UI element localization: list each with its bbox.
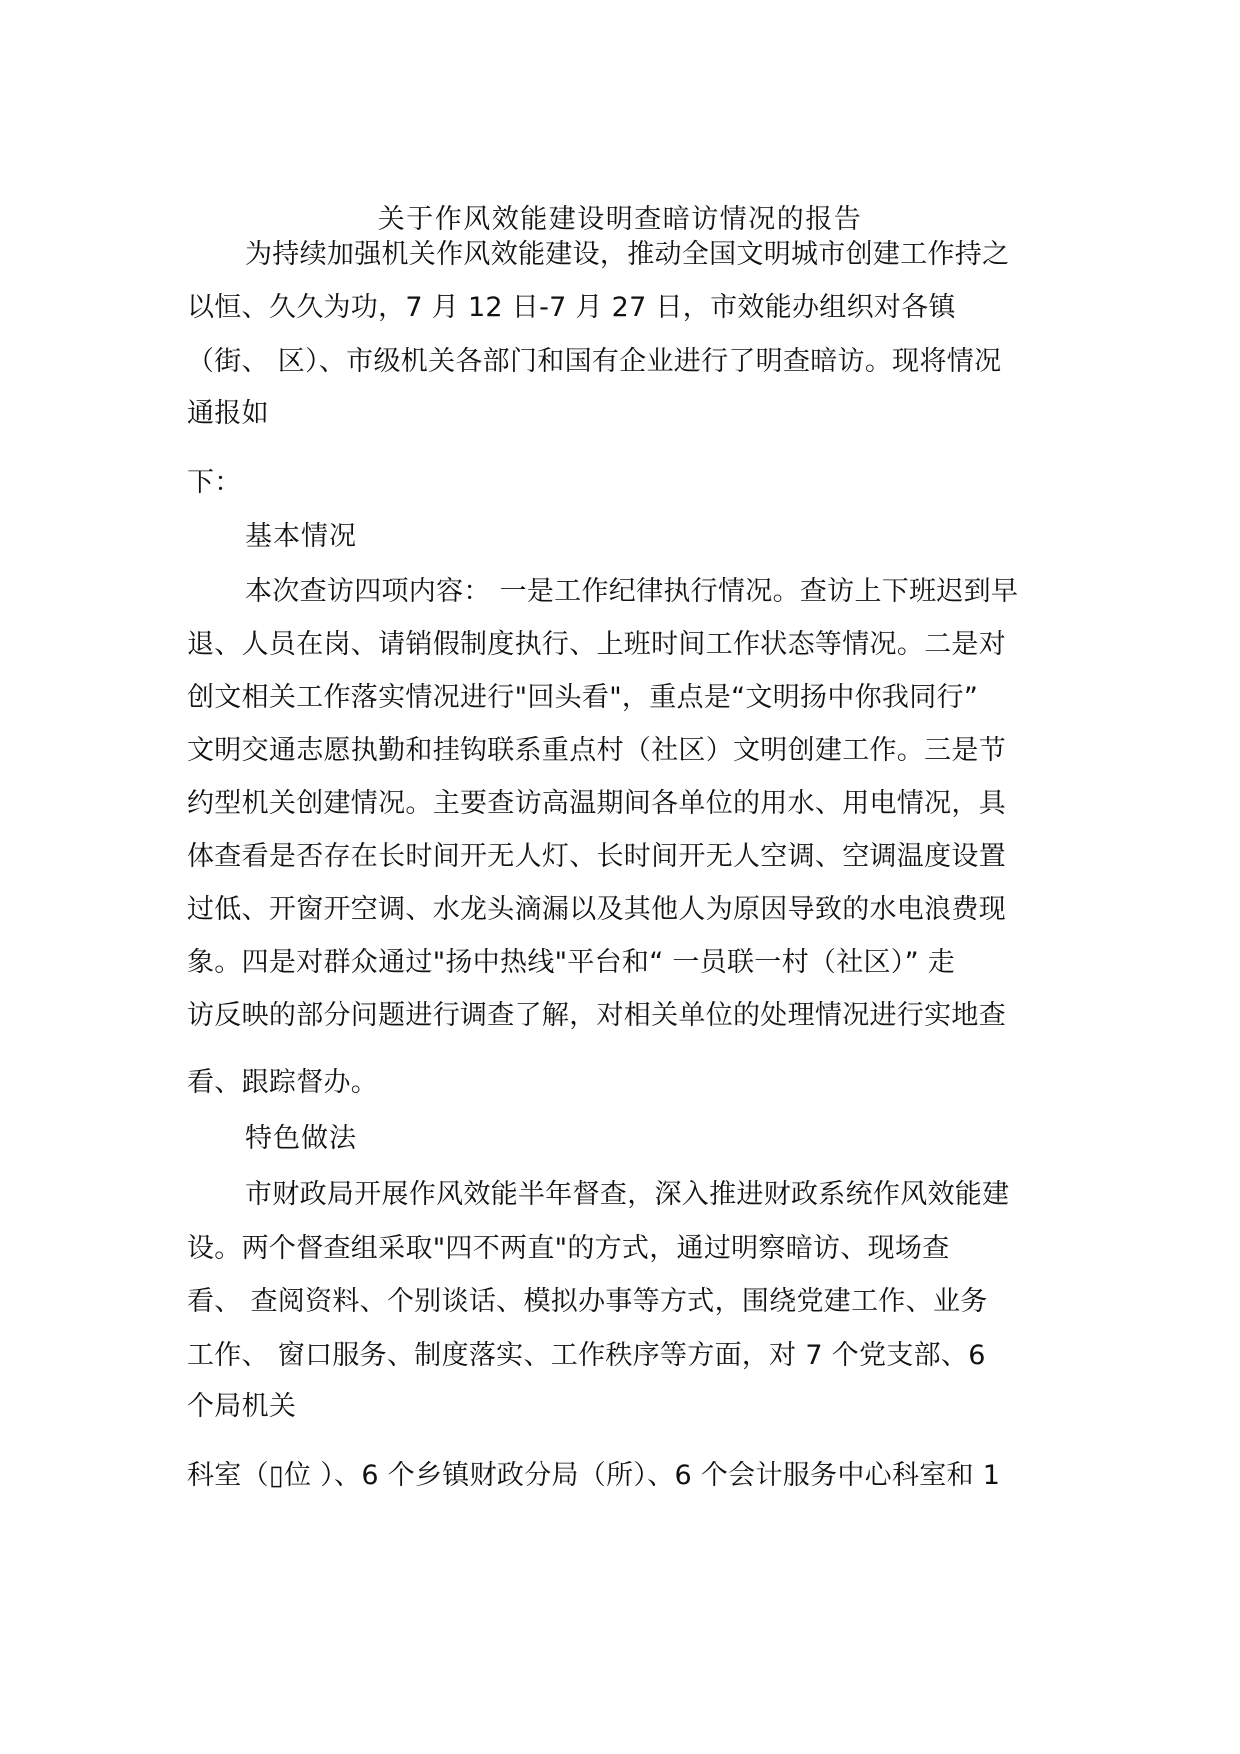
intro-line: 通报如	[187, 398, 269, 429]
intro-line: 为持续加强机关作风效能建设，推动全国文明城市创建工作持之	[245, 239, 1010, 270]
body-line: 创文相关工作落实情况进行"回头看"，重点是“文明扬中你我同行”	[187, 682, 979, 713]
body-line: 工作、 窗口服务、制度落实、工作秩序等方面，对 7 个党支部、6	[187, 1340, 986, 1371]
body-line: 文明交通志愿执勤和挂钩联系重点村（社区）文明创建工作。三是节	[187, 735, 1006, 766]
body-line: 市财政局开展作风效能半年督查，深入推进财政系统作风效能建	[245, 1179, 1010, 1210]
body-line: 访反映的部分问题进行调查了解，对相关单位的处理情况进行实地查	[187, 1000, 1006, 1031]
body-line: 约型机关创建情况。主要查访高温期间各单位的用水、用电情况，具	[187, 788, 1006, 819]
body-line: 本次查访四项内容： 一是工作纪律执行情况。查访上下班迟到早	[245, 576, 1019, 607]
intro-line: （街、 区）、市级机关各部门和国有企业进行了明查暗访。现将情况	[187, 346, 1002, 377]
body-line: 看、跟踪督办。	[187, 1067, 379, 1098]
body-line: 体查看是否存在长时间开无人灯、长时间开无人空调、空调温度设置	[187, 841, 1006, 872]
document-title: 关于作风效能建设明查暗访情况的报告	[377, 204, 863, 235]
body-line: 科室（▯位 ）、6 个乡镇财政分局（所）、6 个会计服务中心科室和 1	[187, 1460, 1001, 1491]
section-heading-basic: 基本情况	[245, 521, 357, 552]
intro-line: 下：	[187, 467, 242, 498]
section-heading-features: 特色做法	[245, 1123, 357, 1154]
body-line: 过低、开窗开空调、水龙头滴漏以及其他人为原因导致的水电浪费现	[187, 894, 1006, 925]
body-line: 退、人员在岗、请销假制度执行、上班时间工作状态等情况。二是对	[187, 629, 1006, 660]
body-line: 看、 查阅资料、个别谈话、模拟办事等方式，围绕党建工作、业务	[187, 1286, 988, 1317]
intro-line: 以恒、久久为功，7 月 12 日-7 月 27 日，市效能办组织对各镇	[187, 292, 956, 323]
body-line: 设。两个督查组采取"四不两直"的方式，通过明察暗访、现场查	[187, 1233, 950, 1264]
body-line: 象。四是对群众通过"扬中热线"平台和“ 一员联一村（社区）” 走	[187, 947, 956, 978]
body-line: 个局机关	[187, 1391, 297, 1422]
